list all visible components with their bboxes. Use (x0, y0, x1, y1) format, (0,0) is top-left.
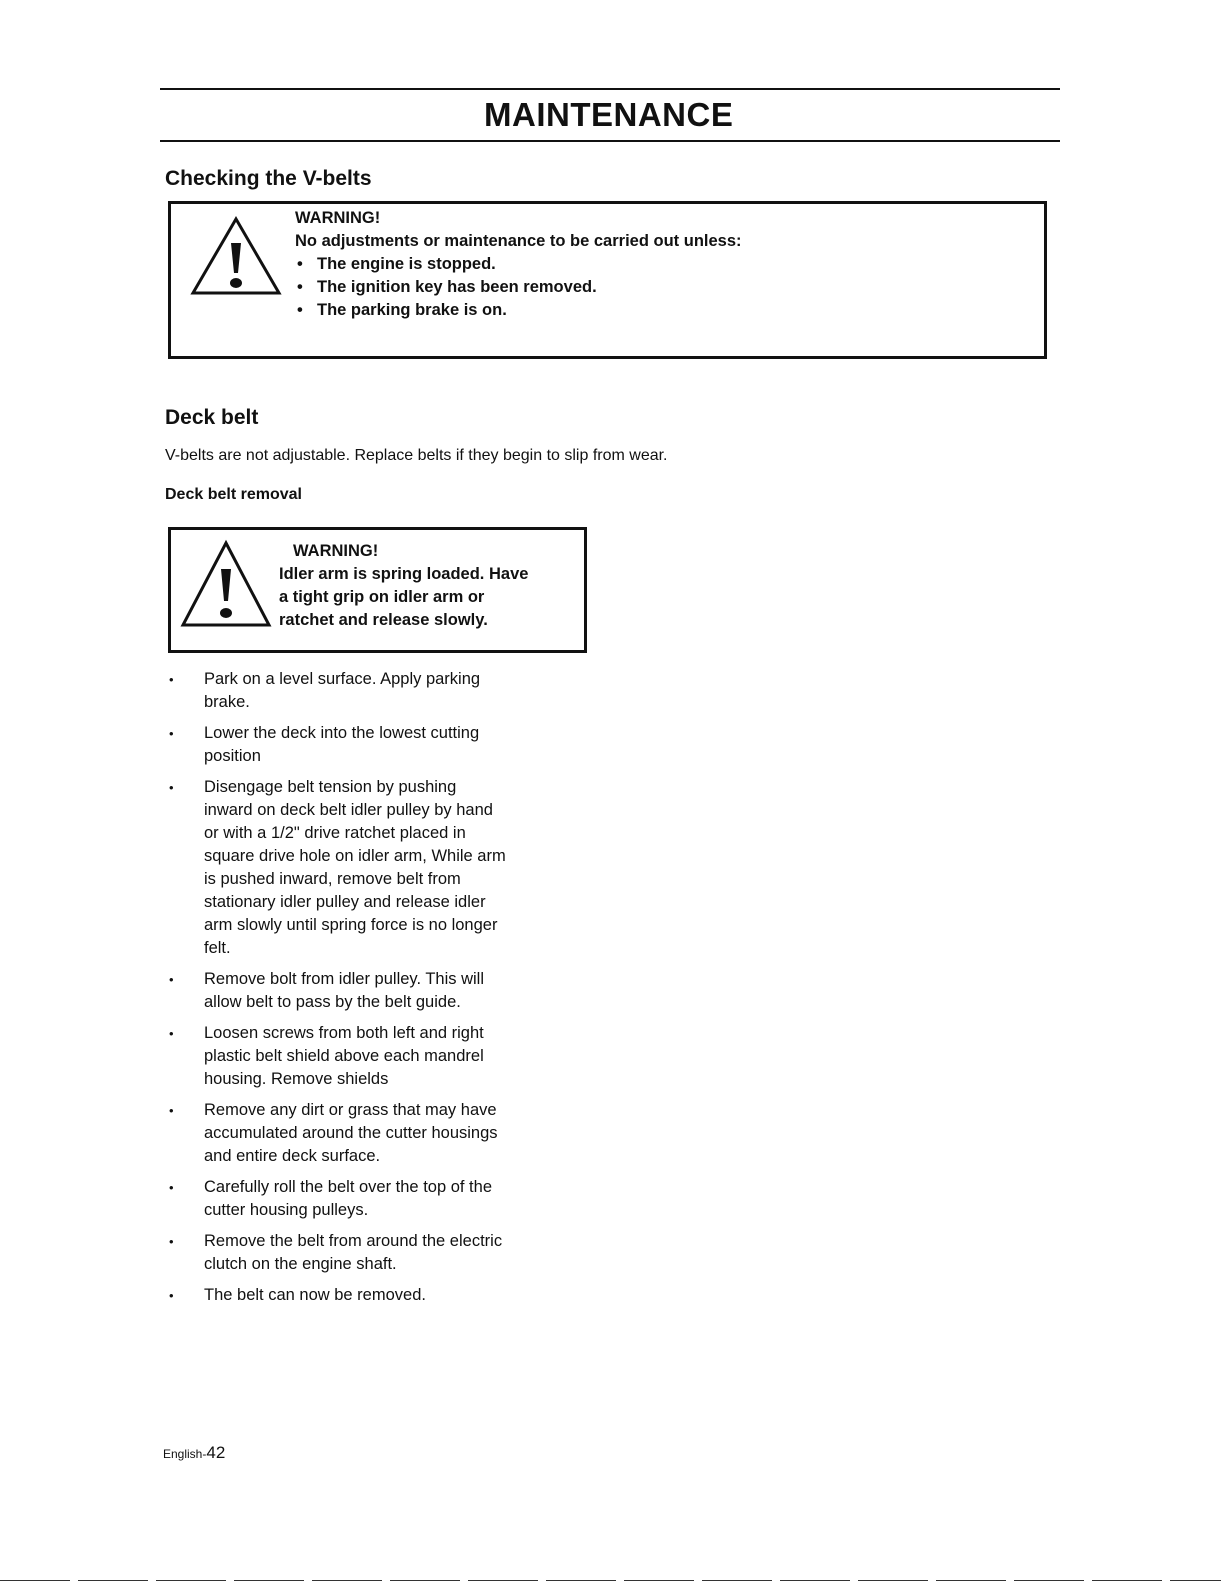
warning-triangle-icon (179, 539, 273, 629)
bullet-icon: • (169, 972, 174, 987)
page-footer (163, 1443, 225, 1463)
list-item (165, 1099, 585, 1168)
step-line: housing. Remove shields (204, 1070, 389, 1088)
warning-item-text: The engine is stopped. (317, 255, 496, 273)
warning-triangle-icon (189, 215, 283, 297)
bullet-icon: • (169, 1234, 174, 1249)
scan-edge-line (0, 1580, 1221, 1581)
warning-item: • The engine is stopped. (297, 255, 496, 273)
step-line: Disengage belt tension by pushing (204, 778, 457, 796)
bullet-icon: • (169, 1026, 174, 1041)
list-item (165, 1176, 585, 1222)
step-line: Loosen screws from both left and right (204, 1024, 484, 1042)
warning-heading: WARNING! (293, 542, 379, 560)
list-item (165, 1284, 585, 1307)
page-number: 42 (206, 1443, 226, 1462)
step-line: Carefully roll the belt over the top of the (204, 1178, 492, 1196)
list-item (165, 776, 585, 960)
warning-line: ratchet and release slowly. (279, 611, 488, 629)
warning-line: Idler arm is spring loaded. Have (279, 565, 529, 583)
removal-heading: Deck belt removal (165, 486, 302, 503)
step-line: allow belt to pass by the belt guide. (204, 993, 461, 1011)
subsection-title: Deck belt (165, 406, 259, 429)
step-line: cutter housing pulleys. (204, 1201, 369, 1219)
step-line: plastic belt shield above each mandrel (204, 1047, 484, 1065)
step-line: square drive hole on idler arm, While arm (204, 847, 506, 865)
intro-paragraph: V-belts are not adjustable. Replace belts if they begin to slip from wear. (165, 447, 668, 464)
step-line: stationary idler pulley and release idler (204, 893, 486, 911)
bullet-icon: • (169, 1180, 174, 1195)
step-line: felt. (204, 939, 231, 957)
step-line: Lower the deck into the lowest cutting (204, 724, 480, 742)
step-line: inward on deck belt idler pulley by hand (204, 801, 493, 819)
warning-item: • The ignition key has been removed. (297, 278, 597, 296)
warning-text-idler (279, 540, 528, 632)
warning-box-idler (168, 527, 587, 653)
step-line: clutch on the engine shaft. (204, 1255, 397, 1273)
step-line: Remove any dirt or grass that may have (204, 1101, 497, 1119)
bullet-icon: • (169, 1103, 174, 1118)
step-line: brake. (204, 693, 250, 711)
list-item (165, 968, 585, 1014)
header-rule-top (160, 88, 1060, 90)
page-title: MAINTENANCE (484, 96, 734, 133)
list-item (165, 668, 585, 714)
list-item (165, 1230, 585, 1276)
step-line: position (204, 747, 261, 765)
list-item (165, 722, 585, 768)
step-line: is pushed inward, remove belt from (204, 870, 461, 888)
warning-text-general (295, 207, 742, 322)
bullet-icon: • (169, 780, 174, 795)
section-title: Checking the V-belts (165, 167, 372, 190)
step-line: arm slowly until spring force is no longer (204, 916, 498, 934)
header-rule-bottom (160, 140, 1060, 142)
step-line: and entire deck surface. (204, 1147, 381, 1165)
step-line: Remove bolt from idler pulley. This will (204, 970, 484, 988)
warning-heading: WARNING! (295, 209, 381, 227)
warning-line: a tight grip on idler arm or (279, 588, 485, 606)
step-line: The belt can now be removed. (204, 1286, 426, 1304)
warning-item: • The parking brake is on. (297, 301, 507, 319)
warning-item-text: The parking brake is on. (317, 301, 507, 319)
list-item (165, 1022, 585, 1091)
step-line: accumulated around the cutter housings (204, 1124, 498, 1142)
warning-box-general (168, 201, 1047, 359)
bullet-icon: • (169, 672, 174, 687)
bullet-icon: • (169, 726, 174, 741)
step-line: Park on a level surface. Apply parking (204, 670, 481, 688)
bullet-icon: • (169, 1288, 174, 1303)
step-line: or with a 1/2" drive ratchet placed in (204, 824, 466, 842)
removal-steps-list (165, 668, 585, 1315)
footer-language: English- (163, 1447, 207, 1461)
warning-lead: No adjustments or maintenance to be carried out unless: (295, 232, 742, 250)
step-line: Remove the belt from around the electric (204, 1232, 503, 1250)
warning-item-text: The ignition key has been removed. (317, 278, 597, 296)
